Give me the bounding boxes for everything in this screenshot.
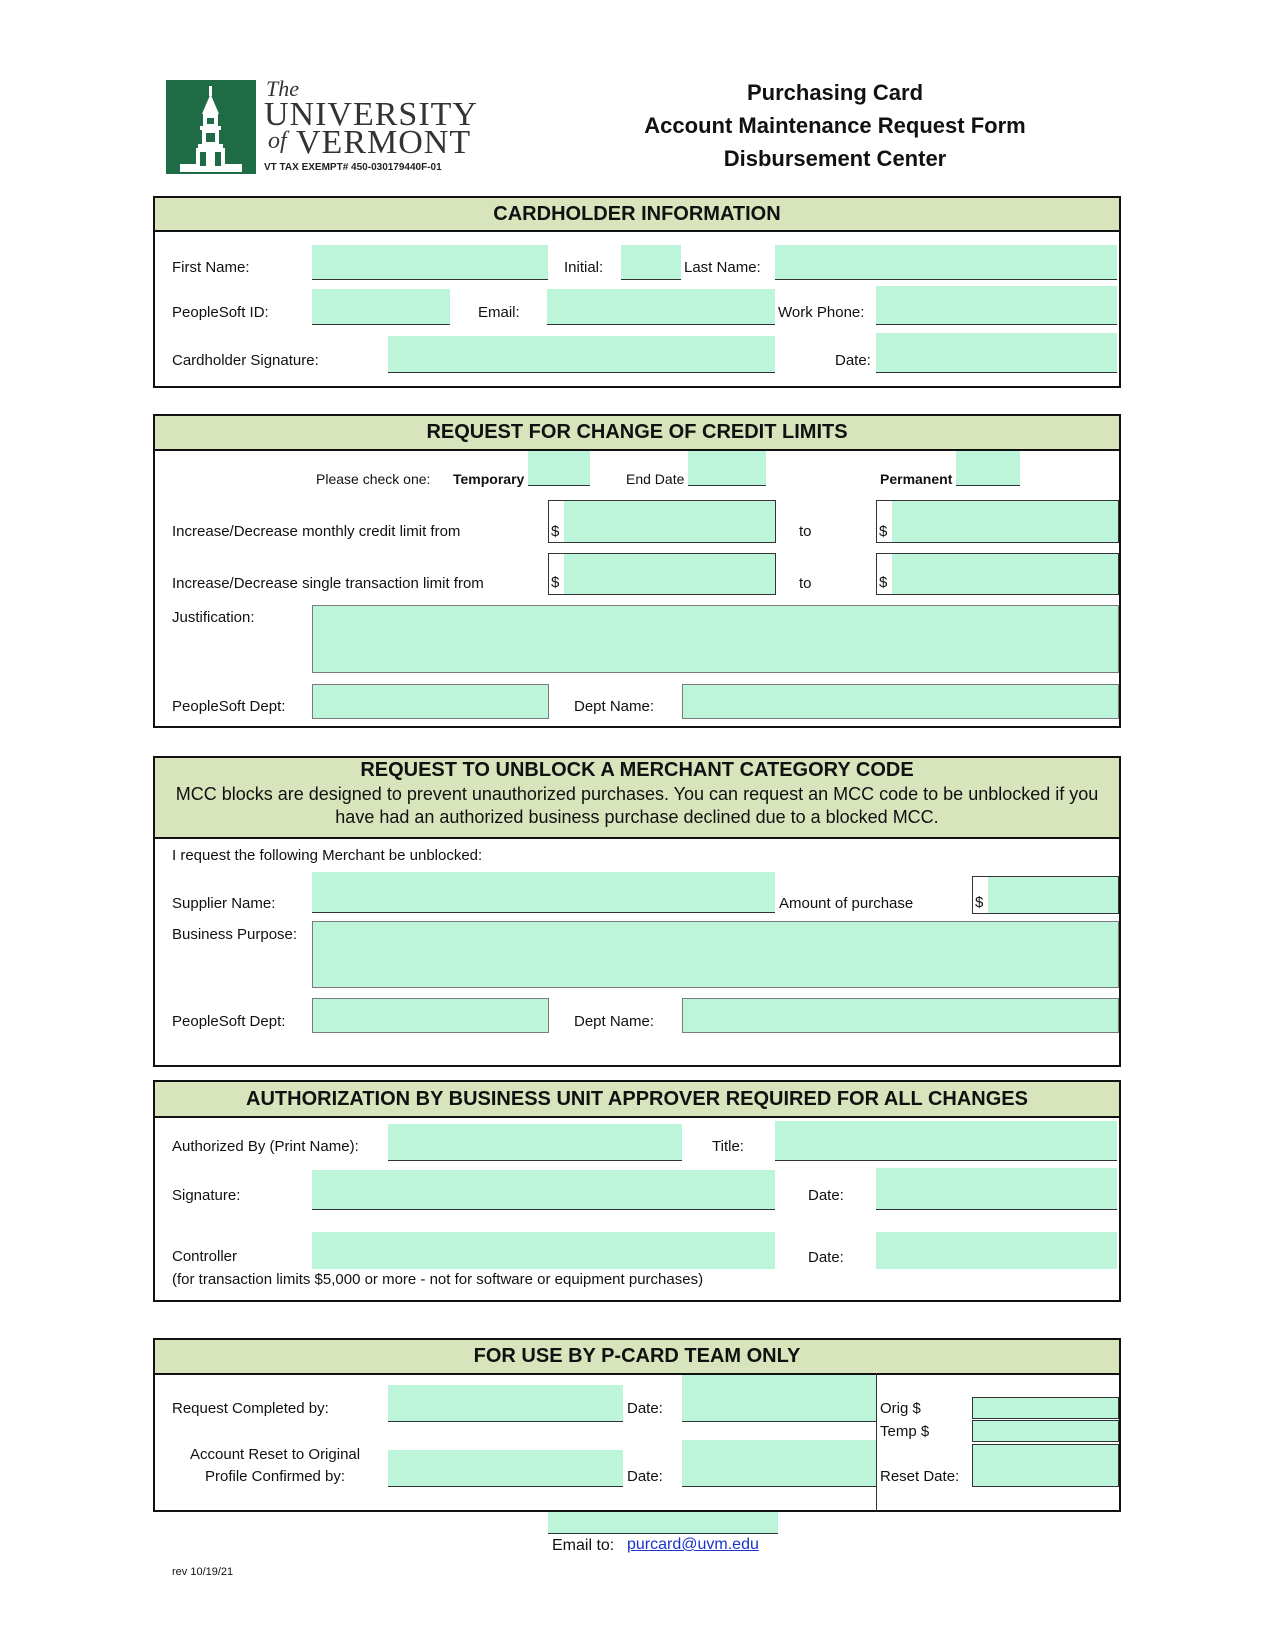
- justification-label: Justification:: [172, 609, 255, 626]
- controller-signature-field[interactable]: [312, 1232, 775, 1269]
- pcard-team-heading: FOR USE BY P-CARD TEAM ONLY: [155, 1340, 1119, 1375]
- form-title-line2: Account Maintenance Request Form: [644, 113, 1026, 138]
- single-to-field[interactable]: [876, 553, 1119, 595]
- completed-date-label: Date:: [627, 1400, 663, 1417]
- mcc-description-line2: have had an authorized business purchase declined due to a blocked MCC.: [335, 807, 939, 827]
- logo-the: The: [266, 76, 299, 101]
- revision-date: rev 10/19/21: [172, 1566, 234, 1578]
- reset-date-label: Reset Date:: [880, 1468, 960, 1485]
- bell-tower-icon: [166, 80, 256, 174]
- cardholder-signature-field[interactable]: [388, 336, 775, 373]
- approver-date-label: Date:: [808, 1187, 844, 1204]
- monthly-limit-label: Increase/Decrease monthly credit limit from: [172, 523, 461, 540]
- first-name-label: First Name:: [172, 259, 250, 276]
- reset-confirmed-label-2: Profile Confirmed by:: [205, 1468, 346, 1485]
- email-label: Email:: [478, 304, 520, 321]
- cardholder-signature-label: Cardholder Signature:: [172, 352, 319, 369]
- currency-symbol: $: [879, 523, 888, 540]
- reset-confirmed-label-1: Account Reset to Original: [190, 1446, 361, 1463]
- monthly-to-label: to: [799, 523, 812, 540]
- completed-by-field[interactable]: [388, 1385, 623, 1422]
- mcc-ps-dept-label: PeopleSoft Dept:: [172, 1013, 286, 1030]
- temp-amount-field[interactable]: [972, 1420, 1119, 1442]
- controller-note: (for transaction limits $5,000 or more - not for software or equipment purchases): [172, 1271, 704, 1288]
- cardholder-heading: CARDHOLDER INFORMATION: [155, 198, 1119, 232]
- authorized-by-label: Authorized By (Print Name):: [172, 1138, 359, 1155]
- university-logo: [166, 76, 492, 175]
- logo-tax-exempt: VT TAX EXEMPT# 450-030179440F-01: [264, 162, 442, 173]
- credit-limits-heading: REQUEST FOR CHANGE OF CREDIT LIMITS: [155, 416, 1119, 451]
- reset-confirmed-date-label: Date:: [627, 1468, 663, 1485]
- mcc-dept-name-field[interactable]: [682, 998, 1119, 1033]
- justification-field[interactable]: [312, 605, 1119, 673]
- merchant-request-label: I request the following Merchant be unblocked:: [172, 847, 483, 864]
- orig-amount-field[interactable]: [972, 1397, 1119, 1419]
- form-title-line1: Purchasing Card: [746, 80, 924, 105]
- amount-field[interactable]: [972, 876, 1119, 914]
- monthly-to-field[interactable]: [876, 500, 1119, 543]
- pcard-divider: [876, 1373, 877, 1510]
- initial-label: Initial:: [564, 259, 604, 276]
- mcc-description-line1: MCC blocks are designed to prevent unauthorized purchases. You can request an MCC code to be unblocked if you: [175, 784, 1099, 804]
- last-name-label: Last Name:: [684, 259, 761, 276]
- mcc-ps-dept-field[interactable]: [312, 998, 549, 1033]
- business-purpose-field[interactable]: [312, 921, 1119, 988]
- mcc-heading: REQUEST TO UNBLOCK A MERCHANT CATEGORY CODE: [360, 759, 914, 781]
- end-date-field[interactable]: [688, 451, 766, 486]
- temporary-label: Temporary: [453, 471, 525, 487]
- email-to-label: Email to:: [552, 1537, 615, 1554]
- currency-symbol: $: [551, 574, 560, 591]
- reset-date-field[interactable]: [972, 1444, 1119, 1487]
- amount-label: Amount of purchase: [779, 895, 914, 912]
- first-name-field[interactable]: [312, 245, 548, 280]
- controller-date-label: Date:: [808, 1249, 844, 1266]
- single-limit-label: Increase/Decrease single transaction limit from: [172, 575, 484, 592]
- controller-date-field[interactable]: [876, 1232, 1117, 1269]
- email-to-strip: [548, 1512, 778, 1534]
- controller-label: Controller: [172, 1248, 238, 1265]
- currency-symbol: $: [551, 523, 560, 540]
- business-purpose-label: Business Purpose:: [172, 926, 298, 943]
- credit-ps-dept-field[interactable]: [312, 684, 549, 719]
- peoplesoft-id-field[interactable]: [312, 289, 450, 325]
- approver-title-label: Title:: [712, 1138, 744, 1155]
- cardholder-date-label: Date:: [835, 352, 871, 369]
- form-title-line3: Disbursement Center: [723, 146, 947, 171]
- mcc-heading-block: [155, 758, 1119, 839]
- work-phone-field[interactable]: [876, 286, 1117, 325]
- mcc-dept-name-label: Dept Name:: [574, 1013, 655, 1030]
- check-one-label: Please check one:: [316, 471, 431, 487]
- approver-signature-field[interactable]: [312, 1170, 775, 1210]
- initial-field[interactable]: [621, 245, 681, 280]
- currency-symbol: $: [879, 574, 888, 591]
- logo-university: UNIVERSITY: [264, 96, 478, 133]
- monthly-from-field[interactable]: [548, 500, 776, 543]
- email-field[interactable]: [547, 289, 775, 325]
- approver-title-field[interactable]: [775, 1121, 1117, 1161]
- temporary-checkbox[interactable]: [528, 451, 590, 486]
- permanent-label: Permanent: [880, 471, 953, 487]
- supplier-name-field[interactable]: [312, 872, 775, 913]
- work-phone-label: Work Phone:: [778, 304, 865, 321]
- authorization-heading: AUTHORIZATION BY BUSINESS UNIT APPROVER REQUIRED FOR ALL CHANGES: [155, 1082, 1119, 1118]
- orig-label: Orig $: [880, 1400, 921, 1417]
- email-link[interactable]: purcard@uvm.edu: [627, 1536, 759, 1553]
- cardholder-date-field[interactable]: [876, 333, 1117, 373]
- last-name-field[interactable]: [775, 245, 1117, 280]
- credit-ps-dept-label: PeopleSoft Dept:: [172, 698, 286, 715]
- end-date-label: End Date: [626, 471, 685, 487]
- temp-label: Temp $: [880, 1423, 930, 1440]
- permanent-checkbox[interactable]: [956, 451, 1020, 486]
- authorized-by-field[interactable]: [388, 1124, 682, 1161]
- supplier-name-label: Supplier Name:: [172, 895, 276, 912]
- credit-dept-name-field[interactable]: [682, 684, 1119, 719]
- reset-confirmed-field[interactable]: [388, 1450, 623, 1487]
- single-to-label: to: [799, 575, 812, 592]
- logo-of: of: [268, 128, 287, 154]
- approver-date-field[interactable]: [876, 1168, 1117, 1210]
- approver-signature-label: Signature:: [172, 1187, 241, 1204]
- credit-dept-name-label: Dept Name:: [574, 698, 655, 715]
- peoplesoft-id-label: PeopleSoft ID:: [172, 304, 269, 321]
- completed-date-field[interactable]: [682, 1375, 876, 1422]
- currency-symbol: $: [975, 894, 984, 911]
- logo-vermont: VERMONT: [296, 124, 472, 161]
- reset-confirmed-date-field[interactable]: [682, 1440, 876, 1487]
- completed-by-label: Request Completed by:: [172, 1400, 329, 1417]
- single-from-field[interactable]: [548, 553, 776, 595]
